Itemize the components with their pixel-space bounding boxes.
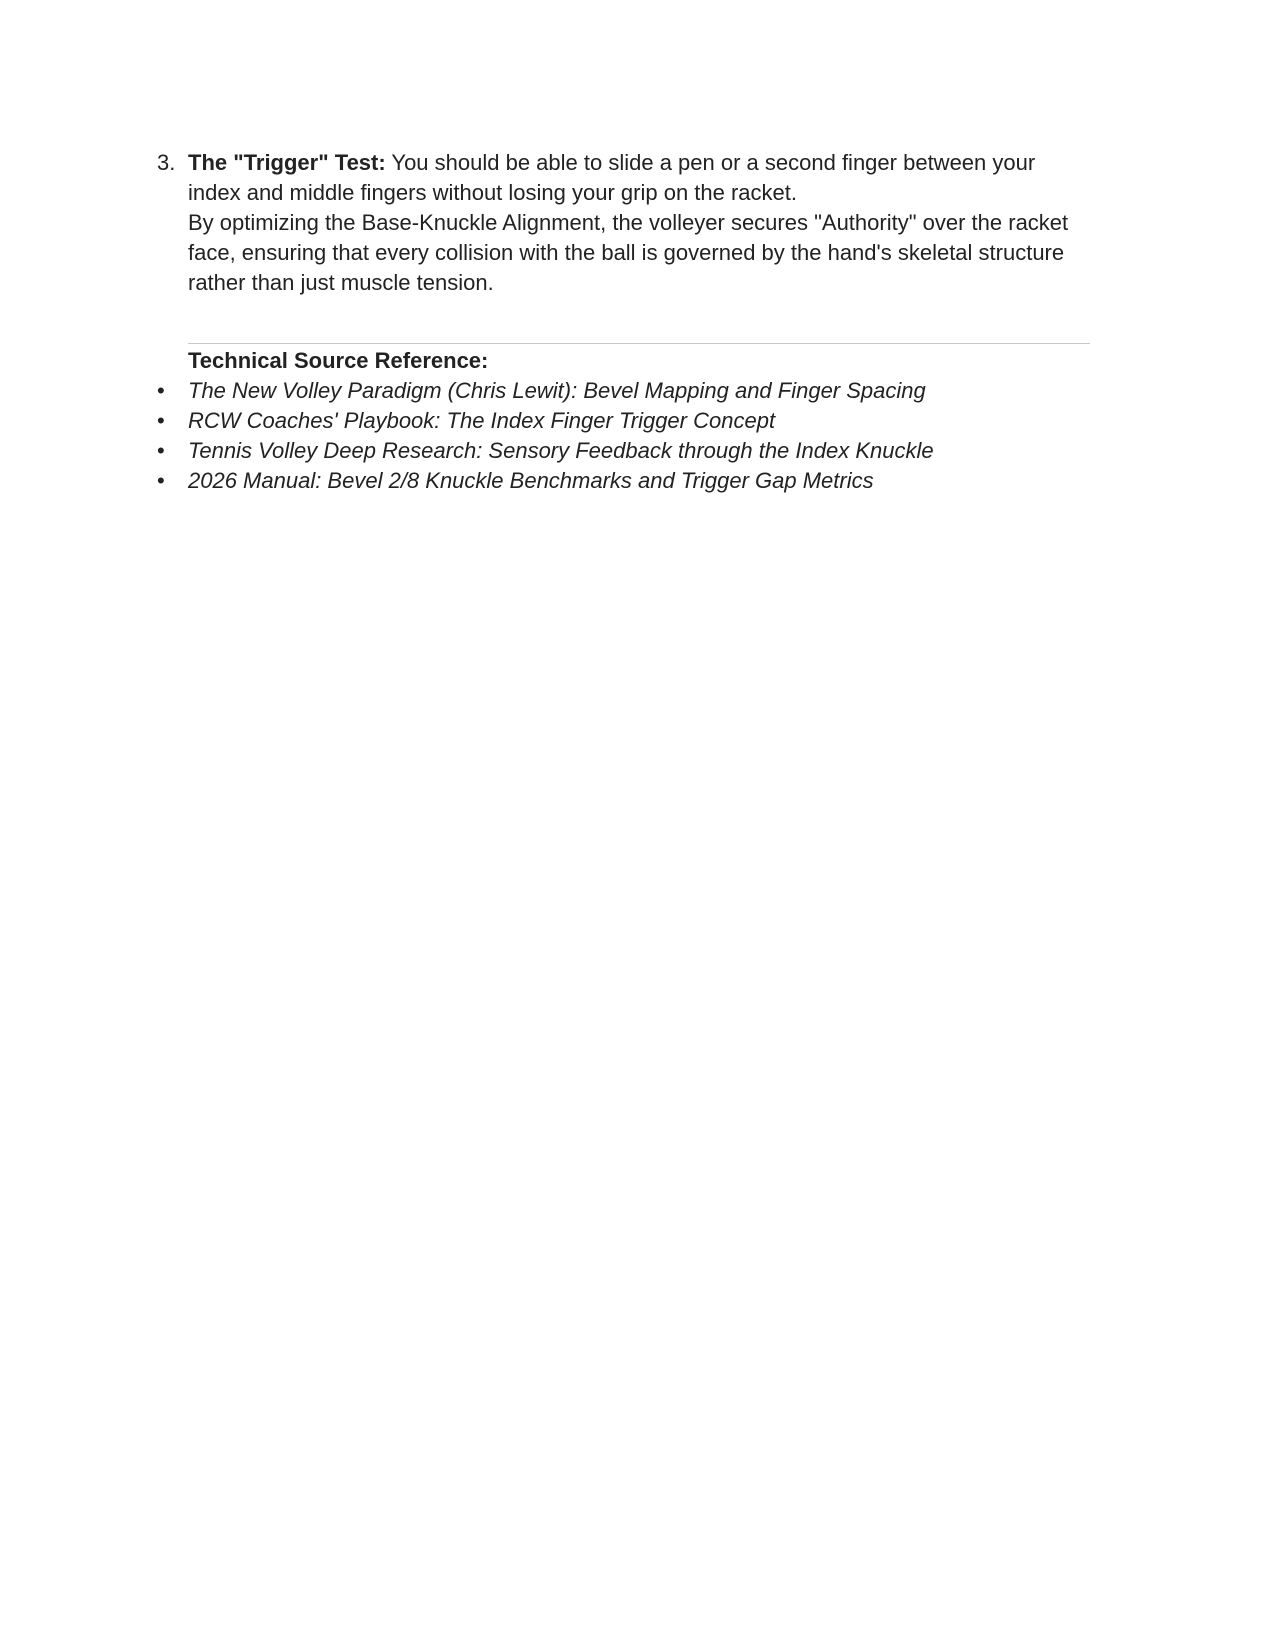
reference-text: RCW Coaches' Playbook: The Index Finger Trigger Concept [188,408,776,433]
step-follow-up-paragraph: By optimizing the Base-Knuckle Alignment, the volleyer secures "Authority" over the racket face, ensuring that every collision with the ball is governed by the hand's skeletal structure rather than just muscle tension. [188,210,1069,295]
horizontal-divider [188,343,1090,344]
reference-item [157,436,1097,466]
bullet-icon: • [157,408,165,433]
reference-text: The New Volley Paradigm (Chris Lewit): Bevel Mapping and Finger Spacing [188,378,926,403]
step-text: You should be able to slide a pen or a second finger between your index and middle fingers without losing your grip on the racket. [188,150,1036,205]
reference-text: 2026 Manual: Bevel 2/8 Knuckle Benchmarks and Trigger Gap Metrics [188,468,874,493]
reference-text: Tennis Volley Deep Research: Sensory Feedback through the Index Knuckle [188,438,934,463]
reference-item [157,466,1097,496]
step-title: The "Trigger" Test: [188,150,386,175]
bullet-icon: • [157,438,165,463]
bullet-icon: • [157,468,165,493]
list-item-body [188,148,1093,298]
references-list [157,376,1097,496]
list-number: 3. [157,150,176,175]
reference-item [157,406,1097,436]
references-heading: Technical Source Reference: [188,348,489,373]
bullet-icon: • [157,378,165,403]
step-paragraph [188,148,1093,208]
numbered-list-item [157,148,1097,298]
reference-item [157,376,1097,406]
